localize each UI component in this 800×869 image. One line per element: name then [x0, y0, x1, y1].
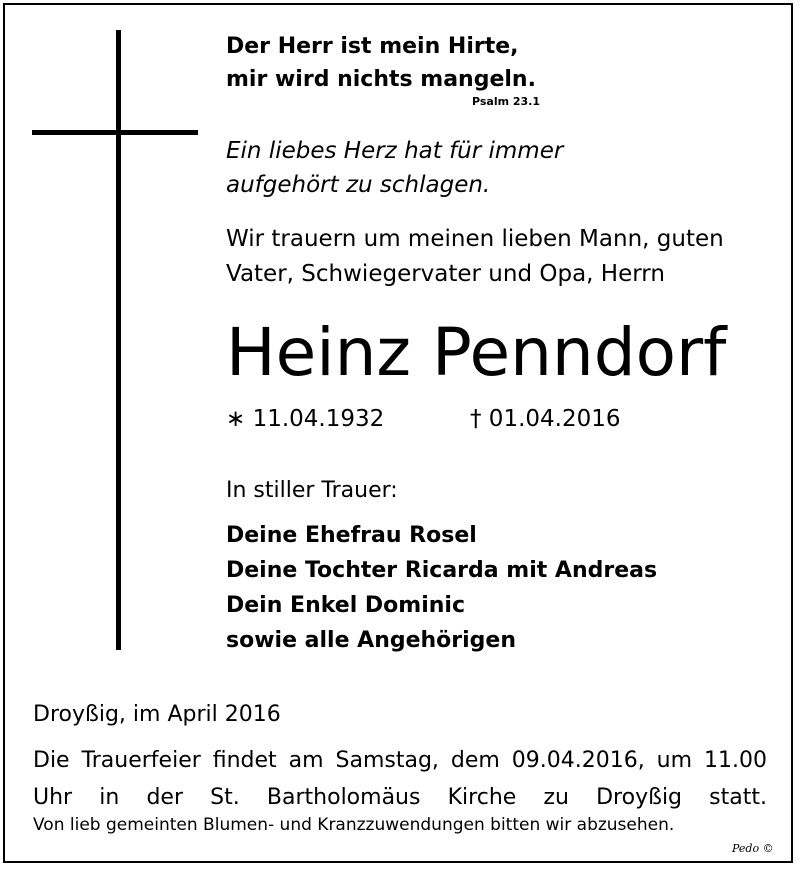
- verse-line-2: mir wird nichts mangeln.: [226, 67, 536, 92]
- deceased-name: Heinz Penndorf: [226, 314, 727, 391]
- flowers-note: Von lieb gemeinten Blumen- und Kranzzuwendungen bitten wir abzusehen.: [33, 815, 675, 835]
- verse-source: Psalm 23.1: [472, 95, 541, 108]
- mourning-intro: [226, 222, 724, 292]
- family-member: sowie alle Angehörigen: [226, 628, 517, 653]
- verse-line-1: Der Herr ist mein Hirte,: [226, 34, 519, 59]
- italic-quote: [226, 134, 563, 202]
- copyright-mark: Pedo ©: [732, 842, 774, 855]
- quote-line-2: aufgehört zu schlagen.: [226, 172, 491, 198]
- intro-line-1: Wir trauern um meinen lieben Mann, guten: [226, 226, 724, 252]
- quote-line-1: Ein liebes Herz hat für immer: [226, 138, 564, 164]
- family-member: Deine Tochter Ricarda mit Andreas: [226, 558, 658, 583]
- family-member: Deine Ehefrau Rosel: [226, 523, 477, 548]
- birth-date: ∗ 11.04.1932: [226, 406, 385, 432]
- family-list: [226, 518, 657, 658]
- mourning-label: In stiller Trauer:: [226, 478, 398, 503]
- cross-icon-vertical: [116, 30, 121, 650]
- cross-icon-horizontal: [32, 130, 198, 135]
- death-date: † 01.04.2016: [470, 406, 621, 432]
- family-member: Dein Enkel Dominic: [226, 593, 465, 618]
- bible-verse: [226, 30, 536, 96]
- place-date: Droyßig, im April 2016: [33, 702, 281, 727]
- intro-line-2: Vater, Schwiegervater und Opa, Herrn: [226, 261, 665, 287]
- service-info: Die Trauerfeier findet am Samstag, dem 09.04.2016, um 11.00 Uhr in der St. Bartholomäus Kirche zu Droyßig statt.: [33, 748, 767, 810]
